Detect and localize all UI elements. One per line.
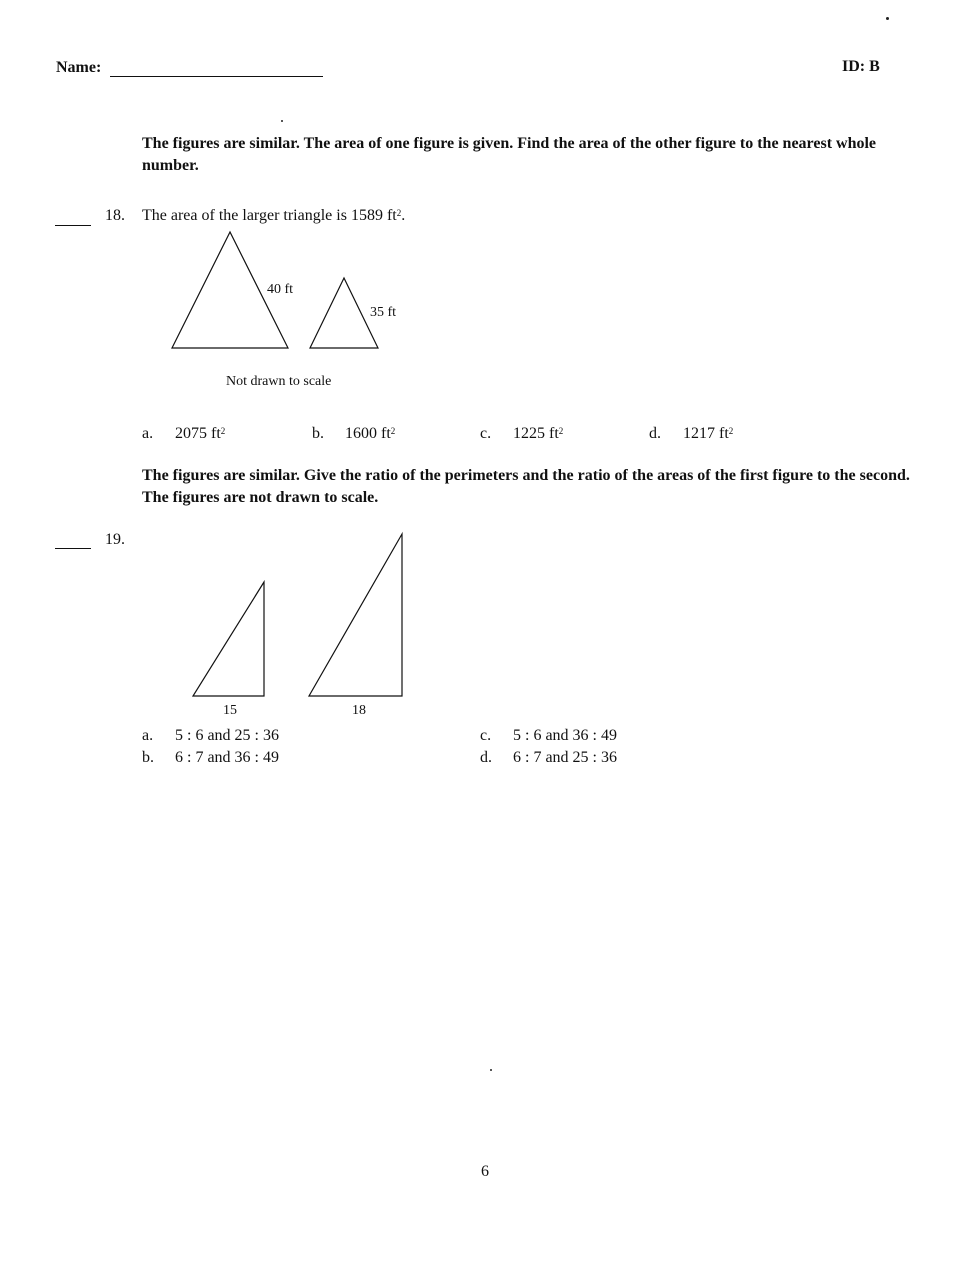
first-base-label: 15 xyxy=(223,703,237,718)
answer-blank-19[interactable] xyxy=(55,548,91,549)
choice-letter-a-19: a. xyxy=(142,727,154,744)
choice-letter-c-18: c. xyxy=(480,425,492,442)
instruction-ratio: The figures are similar. Give the ratio of the perimeters and the ratio of the areas of the first figure to the second. The figures are not drawn to scale. xyxy=(142,467,910,506)
choice-d-value: 1217 ft xyxy=(683,425,729,442)
scan-speck xyxy=(490,1069,492,1071)
choice-a-value: 2075 ft xyxy=(175,425,221,442)
choice-a-exp: 2 xyxy=(220,426,226,436)
choice-letter-d-18: d. xyxy=(649,425,661,442)
prompt-text: The area of the larger triangle is 1589 ft xyxy=(142,207,397,224)
prompt-exponent: 2 xyxy=(396,208,402,218)
choice-letter-a-18: a. xyxy=(142,425,154,442)
second-base-label: 18 xyxy=(352,703,366,718)
choice-letter-d-19: d. xyxy=(480,749,492,766)
instruction-area: The figures are similar. The area of one figure is given. Find the area of the other figure to the nearest whole number. xyxy=(142,135,877,174)
choice-c-value: 1225 ft xyxy=(513,425,559,442)
choice-b-exp: 2 xyxy=(390,426,396,436)
prompt-end: . xyxy=(401,207,406,224)
scan-speck xyxy=(281,120,283,122)
choice-b-19[interactable]: 6 : 7 and 36 : 49 xyxy=(175,749,279,766)
large-triangle-label: 40 ft xyxy=(267,282,294,297)
choice-c-exp: 2 xyxy=(558,426,564,436)
first-right-triangle xyxy=(193,582,264,696)
choice-b-18[interactable] xyxy=(345,423,395,445)
choice-letter-b-18: b. xyxy=(312,425,324,442)
choice-d-19[interactable]: 6 : 7 and 25 : 36 xyxy=(513,749,617,766)
choice-d-18[interactable] xyxy=(683,423,733,445)
choice-c-18[interactable] xyxy=(513,423,563,445)
choice-letter-b-19: b. xyxy=(142,749,154,766)
name-label: Name: xyxy=(56,59,102,76)
choice-a-19[interactable]: 5 : 6 and 25 : 36 xyxy=(175,727,279,744)
small-triangle xyxy=(310,278,378,348)
small-triangle-label: 35 ft xyxy=(370,305,397,320)
choice-b-value: 1600 ft xyxy=(345,425,391,442)
scan-speck xyxy=(886,17,889,20)
choice-a-18[interactable] xyxy=(175,423,225,445)
choice-letter-c-19: c. xyxy=(480,727,492,744)
choice-d-exp: 2 xyxy=(728,426,734,436)
question-number-19: 19. xyxy=(105,531,125,548)
id-label: ID: B xyxy=(842,58,880,75)
question-number-18: 18. xyxy=(105,207,125,224)
page-number: 6 xyxy=(481,1163,489,1180)
second-right-triangle xyxy=(309,534,402,696)
choice-c-19[interactable]: 5 : 6 and 36 : 49 xyxy=(513,727,617,744)
figure-caption: Not drawn to scale xyxy=(226,374,332,389)
